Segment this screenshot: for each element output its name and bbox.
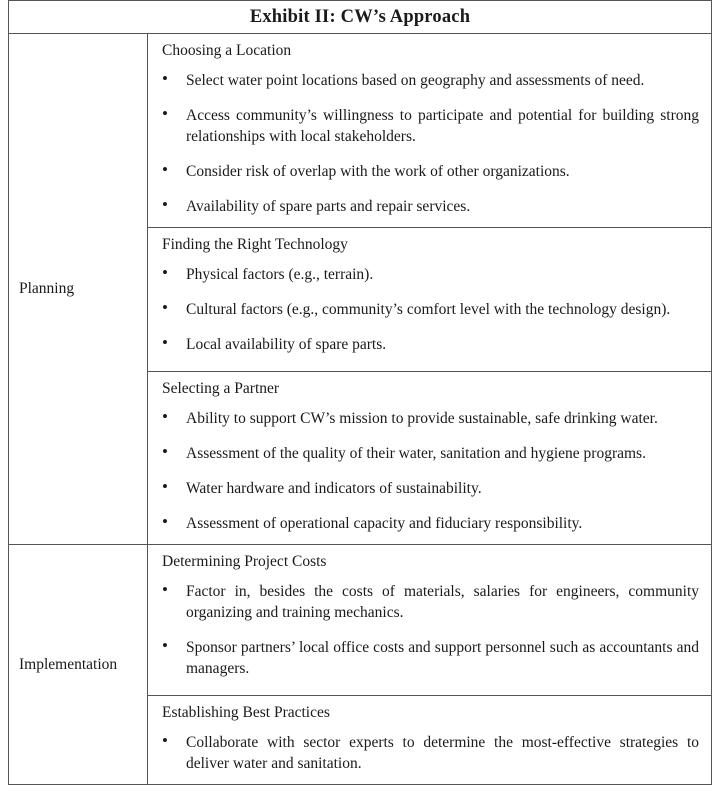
list-item: • Access community’s willingness to participate and potential for building strong relationships with local stakeholders. <box>160 105 699 147</box>
section-selecting-partner <box>148 372 712 545</box>
title-row <box>9 1 712 34</box>
section-title: Selecting a Partner <box>162 380 280 397</box>
section-project-costs <box>148 545 712 696</box>
bullet-list <box>160 264 699 355</box>
list-item: • Select water point locations based on geography and assessments of need. <box>160 70 699 91</box>
list-item: • Assessment of the quality of their water, sanitation and hygiene programs. <box>160 443 699 464</box>
table-row <box>9 34 712 228</box>
section-finding-technology <box>148 228 712 372</box>
list-item: • Sponsor partners’ local office costs and support personnel such as accountants and managers. <box>160 637 699 679</box>
section-title: Establishing Best Practices <box>162 704 330 721</box>
list-item: • Availability of spare parts and repair services. <box>160 196 699 217</box>
section-title: Finding the Right Technology <box>162 236 348 253</box>
list-item: • Local availability of spare parts. <box>160 334 699 355</box>
exhibit-title: Exhibit II: CW’s Approach <box>9 1 712 34</box>
bullet-list <box>160 70 699 217</box>
section-best-practices <box>148 696 712 785</box>
stage-label-planning: Planning <box>9 34 148 545</box>
section-title: Determining Project Costs <box>162 553 327 570</box>
list-item: • Assessment of operational capacity and fiduciary responsibility. <box>160 513 699 534</box>
list-item: • Water hardware and indicators of sustainability. <box>160 478 699 499</box>
list-item: • Consider risk of overlap with the work of other organizations. <box>160 161 699 182</box>
list-item: • Collaborate with sector experts to determine the most-effective strategies to deliver water and sanitation. <box>160 732 699 774</box>
section-title: Choosing a Location <box>162 42 292 59</box>
stage-label-implementation: Implementation <box>9 545 148 785</box>
list-item: • Physical factors (e.g., terrain). <box>160 264 699 285</box>
table-row <box>9 545 712 696</box>
exhibit-table <box>8 0 712 785</box>
list-item: • Ability to support CW’s mission to provide sustainable, safe drinking water. <box>160 408 699 429</box>
bullet-list <box>160 581 699 679</box>
list-item: • Factor in, besides the costs of materials, salaries for engineers, community organizing and training mechanics. <box>160 581 699 623</box>
bullet-list <box>160 732 699 774</box>
section-choosing-location <box>148 34 712 228</box>
list-item: • Cultural factors (e.g., community’s comfort level with the technology design). <box>160 299 699 320</box>
bullet-list <box>160 408 699 534</box>
